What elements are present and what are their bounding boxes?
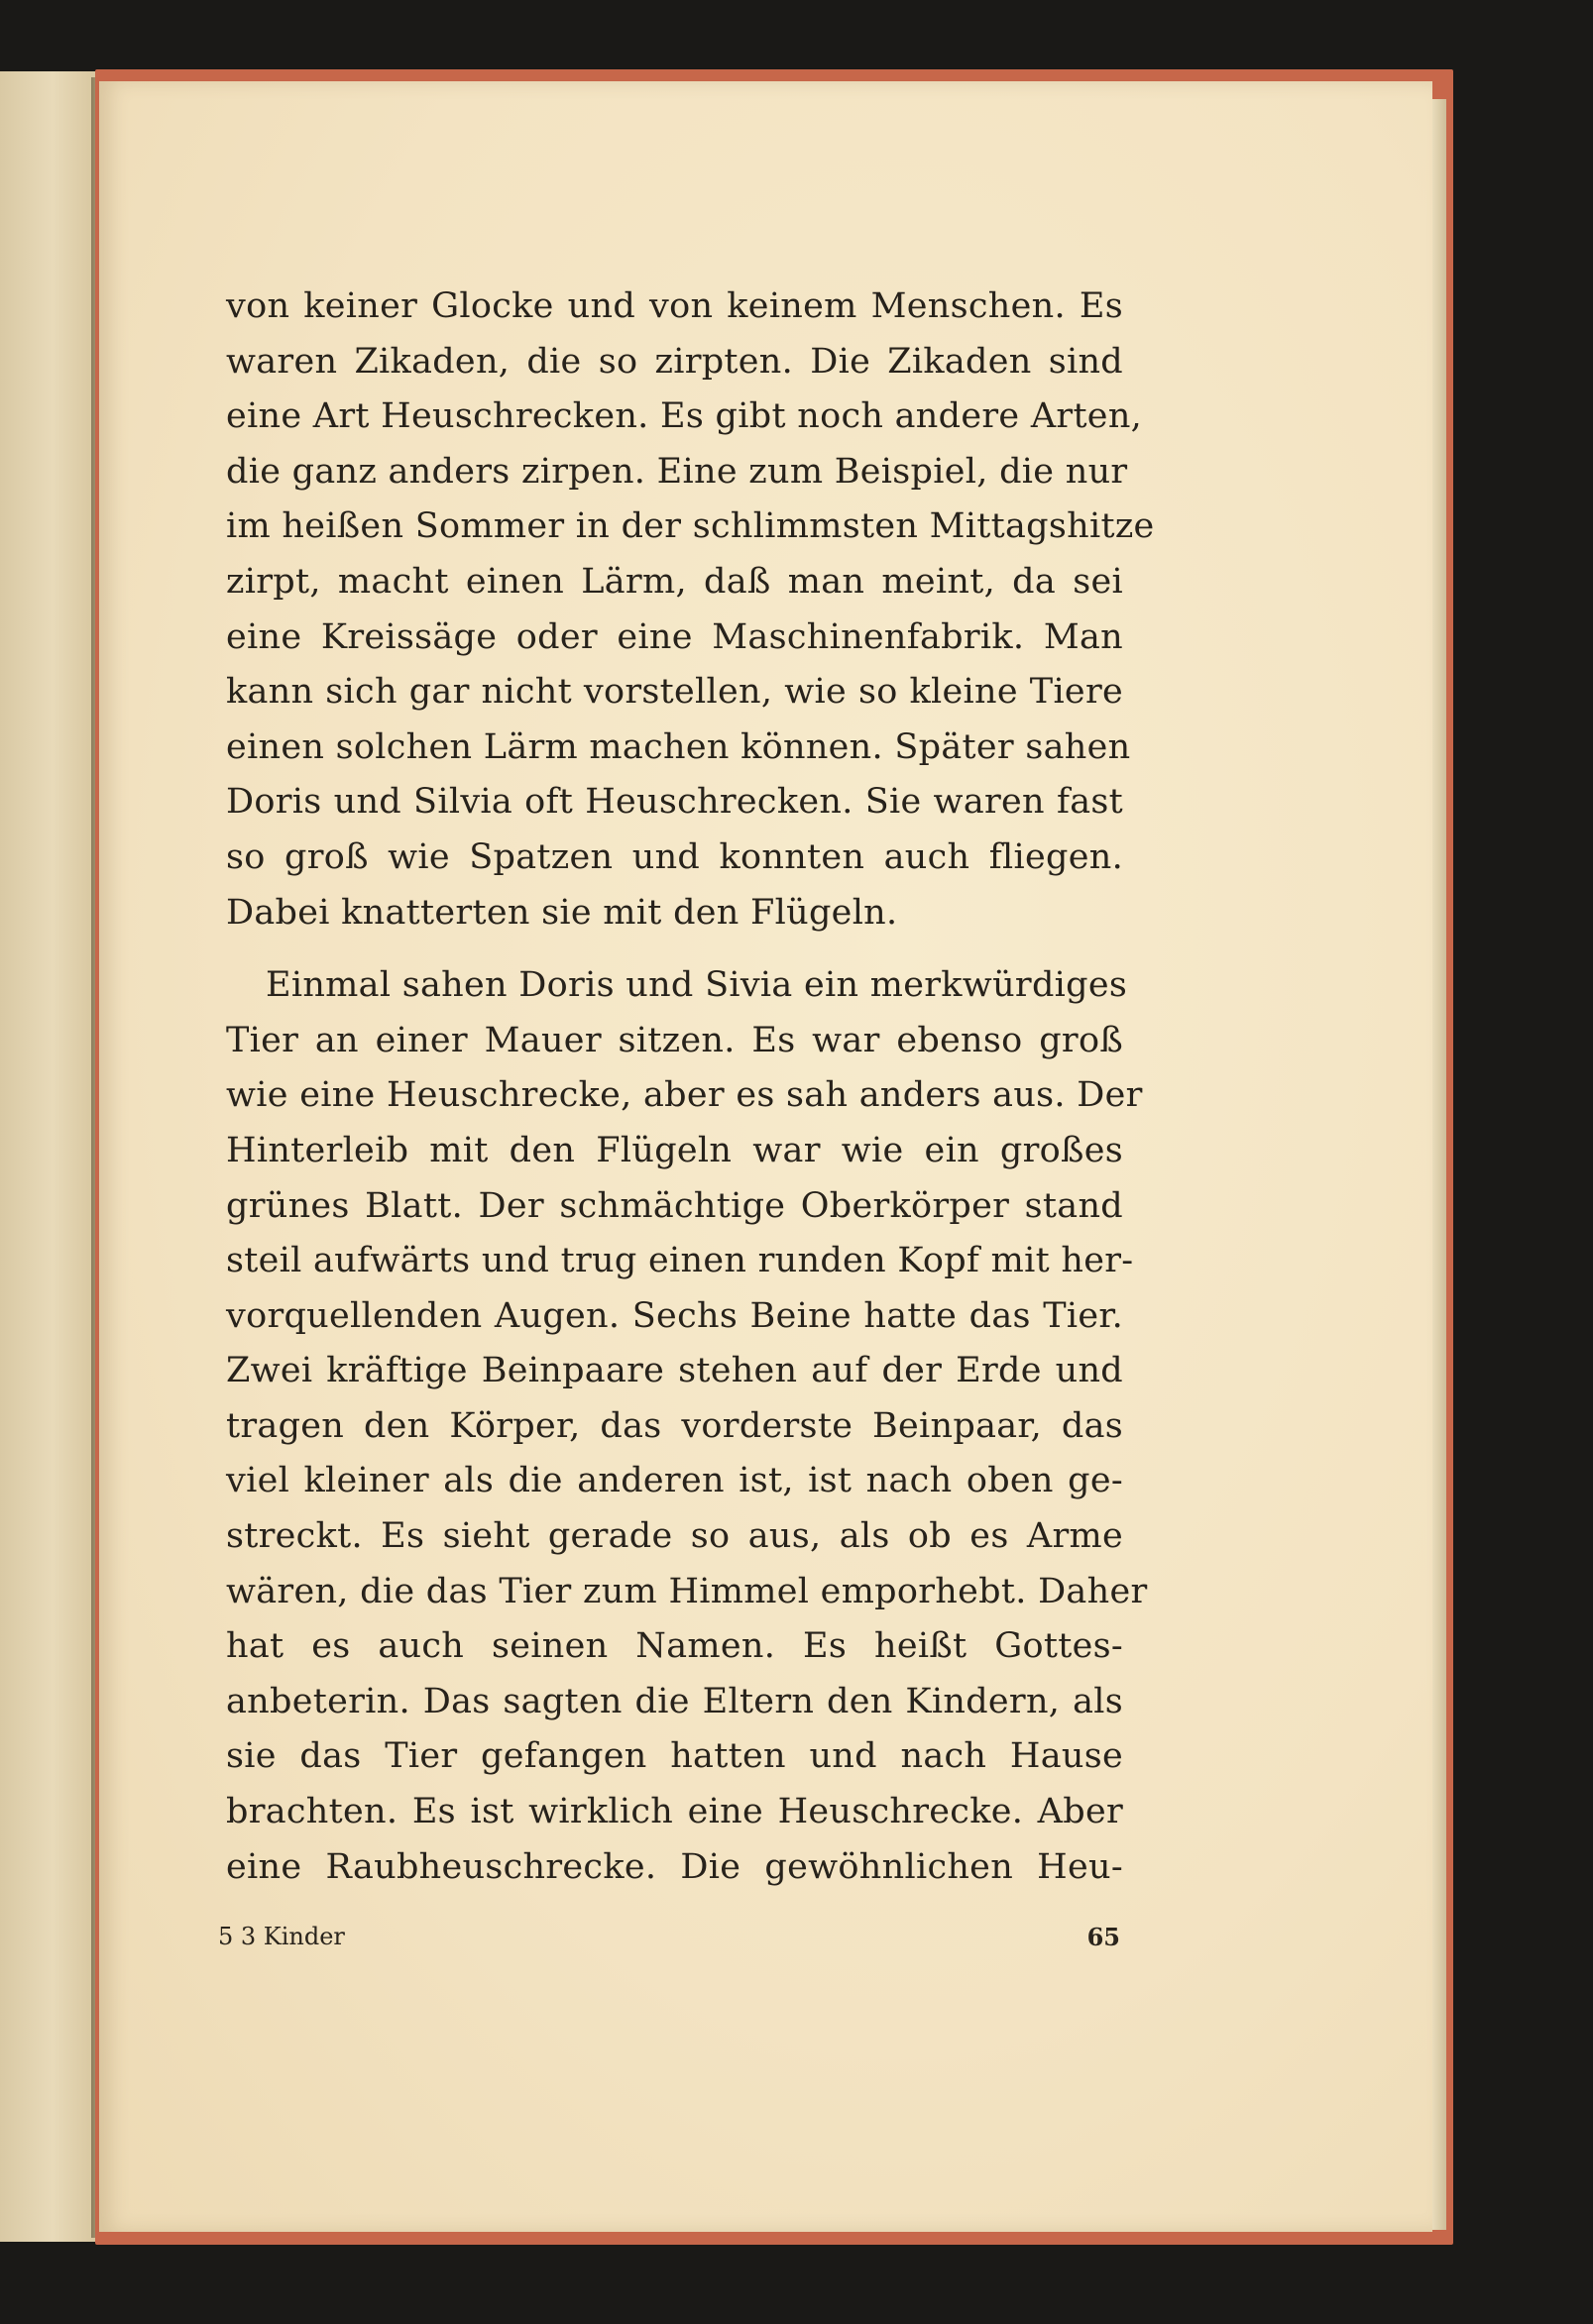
text-line: Zwei kräftige Beinpaare stehen auf der Erde und	[226, 1351, 1123, 1391]
text-line: eine Kreissäge oder eine Maschinenfabrik. Man	[226, 616, 1123, 657]
text-line: Hinterleib mit den Flügeln war wie ein großes	[226, 1130, 1123, 1170]
text-line: grünes Blatt. Der schmächtige Oberkörper stand	[226, 1185, 1123, 1226]
text-line: hat es auch seinen Namen. Es heißt Gottes-	[226, 1626, 1123, 1667]
text-line: Tier an einer Mauer sitzen. Es war ebenso groß	[226, 1020, 1123, 1060]
text-line: so groß wie Spatzen und konnten auch fliegen.	[226, 836, 1123, 877]
text-line: Doris und Silvia oft Heuschrecken. Sie waren fast	[226, 782, 1123, 823]
printer-signature: 5 3 Kinder	[218, 1923, 345, 1950]
paragraph-last-line: Dabei knatterten sie mit den Flügeln.	[226, 892, 898, 933]
text-line: brachten. Es ist wirklich eine Heuschrecke. Aber	[226, 1792, 1123, 1832]
text-line: kann sich gar nicht vorstellen, wie so kleine Tiere	[226, 672, 1123, 713]
text-line: streckt. Es sieht gerade so aus, als ob es Arme	[226, 1516, 1123, 1557]
text-line: die ganz anders zirpen. Eine zum Beispiel, die nur	[226, 451, 1128, 492]
text-line: eine Raubheuschrecke. Die gewöhnlichen Heu-	[226, 1846, 1123, 1887]
text-line: anbeterin. Das sagten die Eltern den Kindern, als	[226, 1681, 1123, 1721]
paragraph-break	[226, 941, 1123, 958]
page-stack-edge	[1432, 99, 1446, 2230]
text-line: wären, die das Tier zum Himmel emporhebt. Daher	[226, 1571, 1148, 1611]
text-line: einen solchen Lärm machen können. Später sahen	[226, 726, 1131, 767]
text-line: waren Zikaden, die so zirpten. Die Zikaden sind	[226, 341, 1123, 382]
previous-page-edge	[0, 71, 95, 2242]
text-line: tragen den Körper, das vorderste Beinpaar, das	[226, 1405, 1123, 1446]
text-line: von keiner Glocke und von keinem Menschen. Es	[226, 286, 1123, 326]
text-line: vorquellenden Augen. Sechs Beine hatte das Tier.	[226, 1295, 1123, 1336]
text-line: viel kleiner als die anderen ist, ist nach oben ge-	[226, 1461, 1123, 1501]
paragraph-first-line: Einmal sahen Doris und Sivia ein merkwürdiges	[266, 965, 1128, 1006]
text-line: eine Art Heuschrecken. Es gibt noch andere Arten,	[226, 396, 1143, 437]
text-line: wie eine Heuschrecke, aber es sah anders aus. Der	[226, 1075, 1143, 1116]
text-line: sie das Tier gefangen hatten und nach Hause	[226, 1736, 1123, 1777]
text-line: im heißen Sommer in der schlimmsten Mittagshitze	[226, 506, 1155, 547]
page-text	[226, 279, 1155, 1895]
page-number: 65	[1086, 1923, 1120, 1951]
text-line: zirpt, macht einen Lärm, daß man meint, da sei	[226, 561, 1123, 602]
text-line: steil aufwärts und trug einen runden Kopf mit her-	[226, 1241, 1134, 1281]
